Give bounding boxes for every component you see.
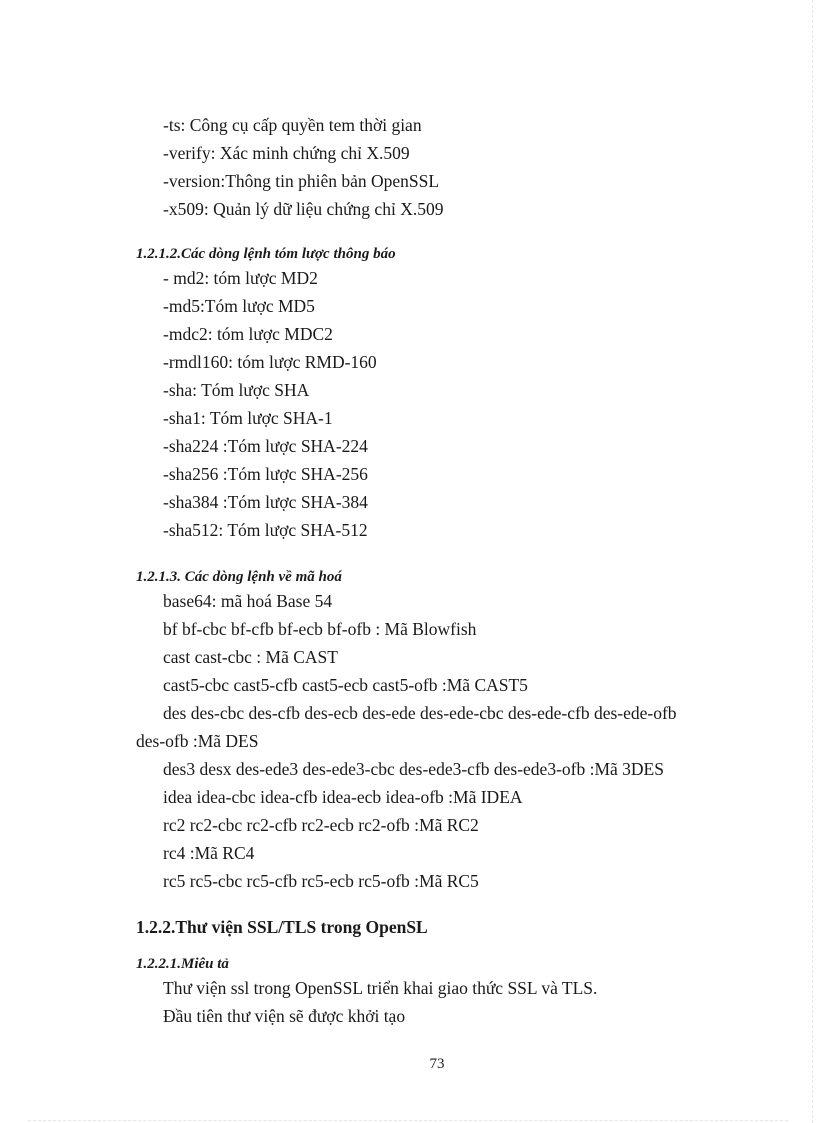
subsection-heading-description: 1.2.2.1.Miêu tả [136,956,229,972]
list-item: rc4 :Mã RC4 [163,843,255,863]
list-item: base64: mã hoá Base 54 [163,591,333,611]
page-number: 73 [429,1056,445,1072]
section-heading-digest: 1.2.1.2.Các dòng lệnh tóm lược thông báo [136,246,396,262]
list-item: -rmdl160: tóm lược RMD-160 [163,352,377,372]
list-item: des des-cbc des-cfb des-ecb des-ede des-ede-cbc des-ede-cfb des-ede-ofb [163,703,677,723]
list-item: idea idea-cbc idea-cfb idea-ecb idea-ofb :Mã IDEA [163,787,523,807]
list-item: -sha384 :Tóm lược SHA-384 [163,492,368,512]
line-version: -version:Thông tin phiên bản OpenSSL [163,171,440,191]
list-item: rc5 rc5-cbc rc5-cfb rc5-ecb rc5-ofb :Mã RC5 [163,871,479,891]
paragraph-line: Thư viện ssl trong OpenSSL triển khai giao thức SSL và TLS. [163,978,598,998]
page-edge-divider [812,0,813,1123]
paragraph-line: Đầu tiên thư viện sẽ được khởi tạo [163,1006,406,1026]
list-item: cast cast-cbc : Mã CAST [163,647,338,667]
list-item: -sha1: Tóm lược SHA-1 [163,408,333,428]
list-item: rc2 rc2-cbc rc2-cfb rc2-ecb rc2-ofb :Mã RC2 [163,815,479,835]
list-item: des3 desx des-ede3 des-ede3-cbc des-ede3-cfb des-ede3-ofb :Mã 3DES [163,759,664,779]
line-ts: -ts: Công cụ cấp quyền tem thời gian [163,115,422,135]
list-item: -sha512: Tóm lược SHA-512 [163,520,368,540]
section-heading-cipher: 1.2.1.3. Các dòng lệnh về mã hoá [136,569,342,585]
list-item: -mdc2: tóm lược MDC2 [163,324,333,344]
line-verify: -verify: Xác minh chứng chỉ X.509 [163,143,410,163]
list-item-wrap: des-ofb :Mã DES [136,731,259,751]
list-item: cast5-cbc cast5-cfb cast5-ecb cast5-ofb :Mã CAST5 [163,675,528,695]
line-x509: -x509: Quản lý dữ liệu chứng chỉ X.509 [163,199,444,219]
page-edge-divider [28,1120,788,1121]
list-item: -md5:Tóm lược MD5 [163,296,315,316]
list-item: bf bf-cbc bf-cfb bf-ecb bf-ofb : Mã Blowfish [163,619,477,639]
list-item: -sha256 :Tóm lược SHA-256 [163,464,368,484]
list-item: -sha: Tóm lược SHA [163,380,310,400]
section-heading-ssl: 1.2.2.Thư viện SSL/TLS trong OpenSL [136,917,428,937]
list-item: -sha224 :Tóm lược SHA-224 [163,436,368,456]
list-item: - md2: tóm lược MD2 [163,268,318,288]
